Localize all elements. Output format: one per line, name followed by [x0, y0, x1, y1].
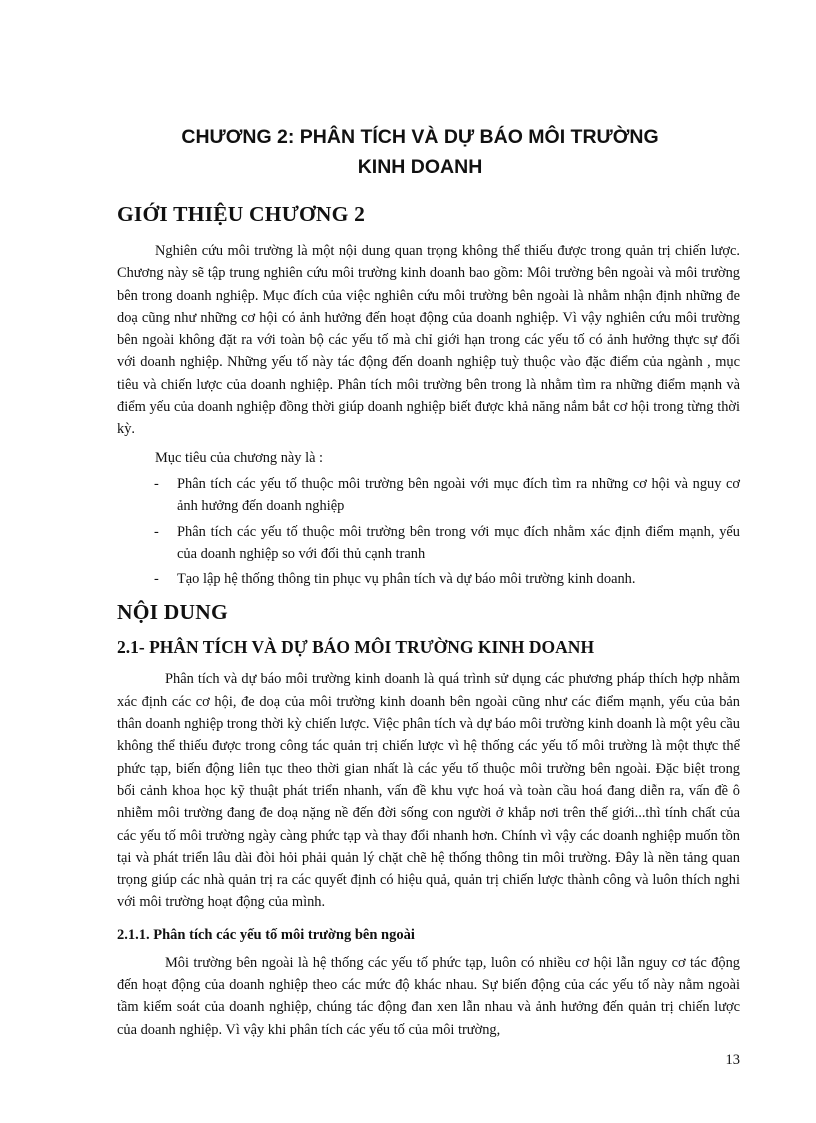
bullet-dash: - — [154, 475, 159, 492]
chapter-title — [100, 122, 740, 182]
section-paragraph: Phân tích và dự báo môi trường kinh doanh là quá trình sử dụng các phương pháp thích hợp nhằm xác định các cơ hội, đe doạ của môi trường kinh doanh bên ngoài cũng như các điểm mạnh, yếu của bản thân doanh nghiệp trong thời kỳ chiến lược. Việc phân tích và dự báo môi trường kinh doanh là một yêu cầu không thể thiếu được trong công tác quản trị chiến lược vì hệ thống các yếu tố môi trường là một thực thể phức tạp, biến động liên tục theo thời gian nhất là các yếu tố thuộc môi trường bên ngoài. Đặc biệt trong bối cảnh khoa học kỹ thuật phát triển nhanh, vấn đề khu vực hoá và toàn cầu hoá đang diễn ra, vấn đề ô nhiễm môi trường đang đe doạ nặng nề đến đời sống con người ở khắp nơi trên thế giới...thì tính chất của các yếu tố môi trường ngày càng phức tạp và thay đổi nhanh hơn. Chính vì vậy các doanh nghiệp muốn tồn tại và phát triển lâu dài đòi hỏi phải quản lý chặt chẽ hệ thống thông tin môi trường. Đây là nền tảng quan trọng giúp các nhà quản trị ra các quyết định có hiệu quả, quản trị chiến lược thành công và luôn thích nghi với môi trường hoạt động của mình. — [117, 671, 740, 911]
chapter-title-line-2: KINH DOANH — [357, 156, 483, 178]
objective-text: Phân tích các yếu tố thuộc môi trường bên ngoài với mục đích tìm ra những cơ hội và nguy cơ ảnh hưởng đến doanh nghiệp — [177, 475, 740, 515]
objectives-list — [117, 473, 740, 590]
intro-paragraph: Nghiên cứu môi trường là một nội dung quan trọng không thể thiếu được trong quản trị chiến lược. Chương này sẽ tập trung nghiên cứu môi trường kinh doanh bao gồm: Môi trường bên ngoài và môi trường bên trong doanh nghiệp. Mục đích của việc nghiên cứu môi trường bên ngoài là nhằm nhận định những đe doạ cũng như những cơ hội có ảnh hưởng đến hoạt động của doanh nghiệp. Vì vậy nghiên cứu môi trường bên ngoài không đặt ra với toàn bộ các yếu tố mà chỉ giới hạn trong các yếu tố có ảnh hưởng thực sự đối với doanh nghiệp. Những yếu tố này tác động đến doanh nghiệp tuỳ thuộc vào đặc điểm của ngành , mục tiêu và chiến lược của doanh nghiệp. Phân tích môi trường bên trong là nhằm tìm ra những điểm mạnh và điểm yếu của doanh nghiệp đồng thời giúp doanh nghiệp biết được khả năng nắm bắt cơ hội trong từng thời kỳ. — [117, 243, 740, 438]
bullet-dash: - — [154, 523, 159, 540]
list-item — [117, 568, 740, 590]
list-item — [117, 473, 740, 518]
subsection-title: 2.1.1. Phân tích các yếu tố môi trường bên ngoài — [117, 926, 415, 943]
bullet-dash: - — [154, 571, 159, 588]
objectives-lead: Mục tiêu của chương này là : — [155, 449, 324, 466]
intro-heading: GIỚI THIỆU CHƯƠNG 2 — [117, 202, 366, 226]
page-number: 13 — [725, 1052, 740, 1068]
list-item — [117, 521, 740, 566]
section-title: 2.1- PHÂN TÍCH VÀ DỰ BÁO MÔI TRƯỜNG KINH DOANH — [117, 637, 595, 658]
objective-text: Phân tích các yếu tố thuộc môi trường bên trong với mục đích nhằm xác định điểm mạnh, yếu của doanh nghiệp so với đối thủ cạnh tranh — [177, 523, 740, 562]
chapter-title-line-1: CHƯƠNG 2: PHÂN TÍCH VÀ DỰ BÁO MÔI TRƯỜNG — [181, 126, 659, 148]
subsection-paragraph: Môi trường bên ngoài là hệ thống các yếu tố phức tạp, luôn có nhiều cơ hội lẫn nguy cơ tác động đến hoạt động của doanh nghiệp theo các mức độ khác nhau. Sự biến động của các yếu tố này nằm ngoài tầm kiểm soát của doanh nghiệp, chúng tác động đan xen lẫn nhau và ảnh hưởng đến quản trị chiến lược của doanh nghiệp. Vì vậy khi phân tích các yếu tố của môi trường, — [117, 954, 740, 1038]
page-content — [117, 200, 740, 1041]
content-heading: NỘI DUNG — [117, 600, 228, 625]
objective-text: Tạo lập hệ thống thông tin phục vụ phân tích và dự báo môi trường kinh doanh. — [177, 571, 636, 588]
